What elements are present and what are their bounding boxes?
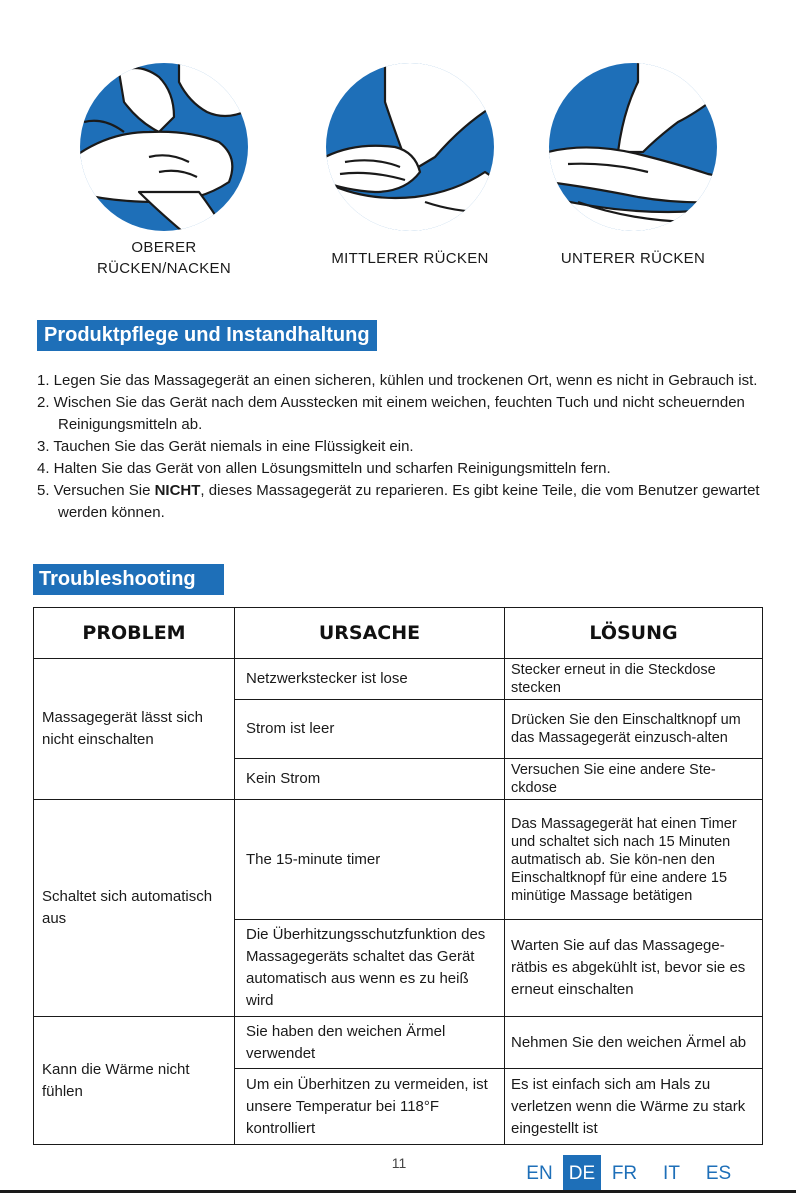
table-row: [34, 659, 763, 700]
table-header-row: [34, 608, 763, 659]
solution-cell: Warten Sie auf das Massagege-rätbis es abgekühlt ist, bevor sie es erneut einschalten: [505, 920, 763, 1017]
solution-cell: Stecker erneut in die Steckdose stecken: [505, 659, 763, 700]
cause-cell: Um ein Überhitzen zu vermeiden, ist unsere Temperatur bei 118°F kontrolliert: [235, 1069, 505, 1145]
caption-lower-back: UNTERER RÜCKEN: [560, 250, 706, 267]
language-tab-it[interactable]: IT: [663, 1163, 680, 1184]
caption-middle-back: MITTLERER RÜCKEN: [331, 250, 489, 267]
column-header-cause: URSACHE: [235, 608, 505, 659]
care-item: 3. Tauchen Sie das Gerät niemals in eine Flüssigkeit ein.: [37, 438, 414, 455]
page-number: 11: [391, 1155, 407, 1171]
language-tab-fr[interactable]: FR: [611, 1163, 638, 1184]
language-tab-en[interactable]: EN: [526, 1163, 553, 1184]
care-heading: Produktpflege und Instandhaltung: [37, 320, 377, 351]
care-item: 5. Versuchen Sie NICHT, dieses Massagegerät zu reparieren. Es gibt keine Teile, die vom Benutzer gewartet werden können.: [37, 482, 760, 521]
language-switcher: [516, 1155, 742, 1193]
cause-cell: The 15-minute timer: [235, 800, 505, 920]
problem-cell: Massagegerät lässt sich nicht einschalten: [34, 659, 235, 800]
lower-back-massage-icon: [548, 62, 718, 232]
language-tab-es[interactable]: ES: [705, 1163, 732, 1184]
care-item: 4. Halten Sie das Gerät von allen Lösungsmitteln und scharfen Reinigungsmitteln fern.: [37, 460, 611, 477]
language-tab-de[interactable]: DE: [563, 1155, 601, 1193]
table-row: [34, 800, 763, 920]
solution-cell: Versuchen Sie eine andere Ste-ckdose: [505, 759, 763, 800]
problem-cell: Kann die Wärme nicht fühlen: [34, 1017, 235, 1145]
cause-cell: Die Überhitzungsschutzfunktion des Massagegeräts schaltet das Gerät automatisch aus wenn es zu heiß wird: [235, 920, 505, 1017]
solution-cell: Nehmen Sie den weichen Ärmel ab: [505, 1017, 763, 1069]
troubleshooting-table: [33, 607, 763, 1145]
caption-upper-back: OBERER RÜCKEN/NACKEN: [97, 239, 231, 277]
middle-back-massage-icon: [325, 62, 495, 232]
illustration-lower-back: [548, 62, 718, 232]
cause-cell: Netzwerkstecker ist lose: [235, 659, 505, 700]
troubleshooting-heading: Troubleshooting: [33, 564, 224, 595]
table-row: [34, 1017, 763, 1069]
solution-cell: Das Massagegerät hat einen Timer und schaltet sich nach 15 Minuten autmatisch ab. Sie kön-nen den Einschaltknopf für eine andere 15 minütige Massage betätigen: [505, 800, 763, 920]
care-item: 1. Legen Sie das Massagegerät an einen sicheren, kühlen und trockenen Ort, wenn es nicht in Gebrauch ist.: [37, 372, 758, 389]
cause-cell: Strom ist leer: [235, 700, 505, 759]
care-item: 2. Wischen Sie das Gerät nach dem Ausstecken mit einem weichen, feuchten Tuch und nicht scheuernden Reinigungsmitteln ab.: [37, 394, 745, 433]
cause-cell: Sie haben den weichen Ärmel verwendet: [235, 1017, 505, 1069]
solution-cell: Es ist einfach sich am Hals zu verletzen wenn die Wärme zu stark eingestellt ist: [505, 1069, 763, 1145]
problem-cell: Schaltet sich automatisch aus: [34, 800, 235, 1017]
care-list: [37, 370, 777, 524]
cause-cell: Kein Strom: [235, 759, 505, 800]
illustration-upper-back: [79, 62, 249, 232]
column-header-problem: PROBLEM: [34, 608, 235, 659]
solution-cell: Drücken Sie den Einschaltknopf um das Massagegerät einzusch-alten: [505, 700, 763, 759]
upper-back-massage-icon: [79, 62, 249, 232]
column-header-solution: LÖSUNG: [505, 608, 763, 659]
illustration-middle-back: [325, 62, 495, 232]
